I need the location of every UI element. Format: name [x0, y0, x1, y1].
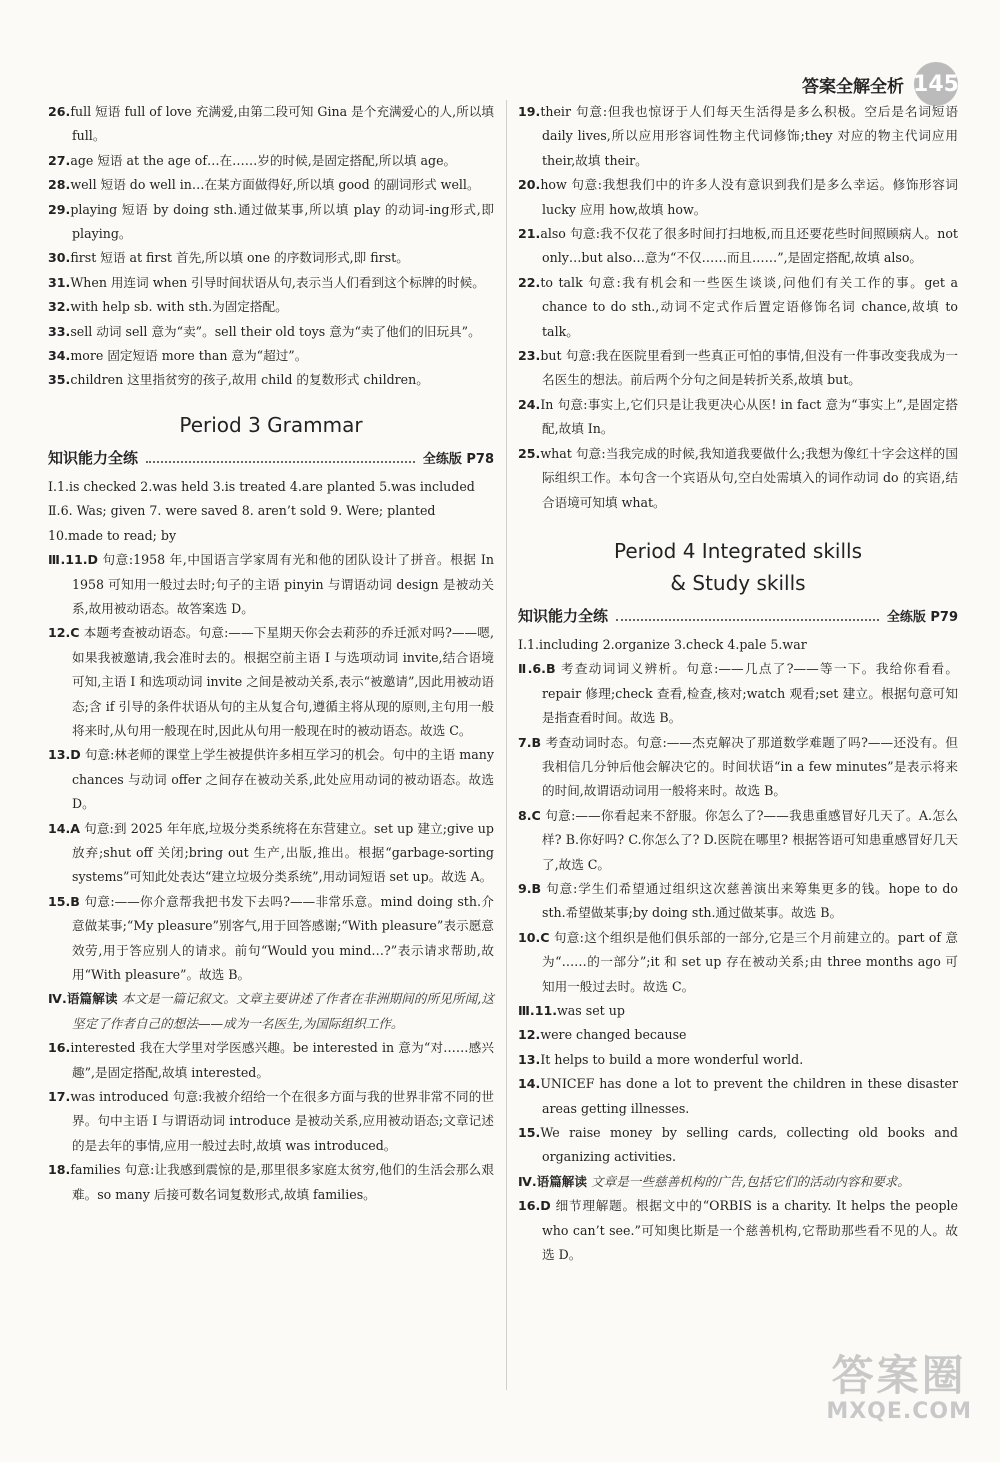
right-column [518, 100, 958, 1267]
answer-item: 35.children 这里指贫穷的孩子,故用 child 的复数形式 children。 [48, 372, 429, 388]
answer-row: Ⅰ.1.is checked 2.was held 3.is treated 4.are planted 5.was included [48, 478, 475, 494]
answer-item: 25.what 句意:当我完成的时候,我知道我要做什么;我想为像红十字会这样的国际组织工作。本句含一个宾语从句,空白处需填入的词作动词 do 的宾语,结合语境可知填 what。 [518, 445, 958, 510]
answer-item: 16.D 细节理解题。根据文中的“ORBIS is a charity. It helps the people who can’t see.”可知奥比斯是一个慈善机构,它帮助那些看不见的人。故选 D。 [518, 1198, 958, 1263]
answer-item: 12.C 本题考查被动语态。句意:——下星期天你会去莉莎的乔迁派对吗?——嗯,如果我被邀请,我会准时去的。根据空前主语 I 与选项动词 invite,结合语境可知,主语 I 和选项动词 invite 之间是被动关系,表示“被邀请”,因此用被动语态;含 if 引导的条件状语从句的主从复合句,遵循主将从现的原则,主句用一般将来时,从句用一般现在时,因此从句用一般现在时的被动语态。故选 C。 [48, 625, 494, 738]
answer-item: 12.were changed because [518, 1027, 687, 1043]
answer-item: 13.It helps to build a more wonderful world. [518, 1051, 804, 1067]
period-4-title [518, 535, 958, 599]
watermark-url: MXQE.COM [826, 1399, 972, 1424]
answer-item: 14.A 句意:到 2025 年年底,垃圾分类系统将在东营建立。set up 建立;give up 放弃;shut off 关闭;bring out 生产,出版,推出。根据“garbage-sorting systems”可知此处表达“建立垃圾分类系统”,用动词短语 set up。故选 A。 [48, 820, 494, 885]
answer-item: 34.more 固定短语 more than 意为“超过”。 [48, 348, 308, 364]
header-title: 答案全解全析 [802, 76, 904, 97]
answer-item: 32.with help sb. with sth.为固定搭配。 [48, 299, 288, 315]
section-header [48, 445, 494, 473]
section-ref: 全练版 P78 [422, 451, 494, 467]
answer-item: 28.well 短语 do well in…在某方面做得好,所以填 good 的副词形式 well。 [48, 177, 480, 193]
answer-item: 9.B 句意:学生们希望通过组织这次慈善演出来筹集更多的钱。hope to do sth.希望做某事;by doing sth.通过做某事。故选 B。 [518, 880, 958, 921]
section-ref: 全练版 P79 [886, 609, 958, 625]
answer-item: 29.playing 短语 by doing sth.通过做某事,所以填 play 的动词-ing形式,即 playing。 [48, 201, 494, 242]
period-4-title-line2: & Study skills [670, 570, 806, 595]
answer-item: 19.their 句意:但我也惊讶于人们每天生活得是多么积极。空后是名词短语 daily lives,所以应用形容词性物主代词修饰;they 对应的物主代词应用 their,故填 their。 [518, 104, 958, 168]
site-watermark [826, 1353, 972, 1424]
answer-item: 27.age 短语 at the age of…在……岁的时候,是固定搭配,所以填 age。 [48, 152, 457, 168]
answer-item: Ⅲ.11.D 句意:1958 年,中国语言学家周有光和他的团队设计了拼音。根据 In 1958 可知用一般过去时;句子的主语 pinyin 与谓语动词 design 是被动关系,故用被动语态。故答案选 D。 [48, 552, 494, 616]
section-label: 知识能力全练 [48, 448, 139, 467]
answer-row: Ⅰ.1.including 2.organize 3.check 4.pale 5.war [518, 636, 807, 652]
column-divider [506, 100, 507, 1390]
answer-item: Ⅱ.6.B 考查动词词义辨析。句意:——几点了?——等一下。我给你看看。repair 修理;check 查看,检查,核对;watch 观看;set 建立。根据句意可知是指查看时间。故选 B。 [518, 661, 958, 726]
answer-row: Ⅱ.6. Was; given 7. were saved 8. aren’t sold 9. Were; planted [48, 503, 436, 519]
answer-item: 20.how 句意:我想我们中的许多人没有意识到我们是多么幸运。修饰形容词 lucky 应用 how,故填 how。 [518, 177, 958, 217]
answer-item: Ⅲ.11.was set up [518, 1003, 625, 1018]
answer-item: 31.When 用连词 when 引导时间状语从句,表示当人们看到这个标牌的时候。 [48, 274, 485, 290]
answer-item: 18.families 句意:让我感到震惊的是,那里很多家庭太贫穷,他们的生活会那么艰难。so many 后接可数名词复数形式,故填 families。 [48, 1162, 494, 1202]
answer-row: 10.made to read; by [48, 527, 177, 543]
answer-item: 21.also 句意:我不仅花了很多时间打扫地板,而且还要花些时间照顾病人。not only…but also…意为“不仅……而且……”,是固定搭配,故填 also。 [518, 226, 958, 266]
watermark-logo-text: 答案圈 [831, 1351, 967, 1400]
leader-dots [146, 451, 415, 463]
period-3-title: Period 3 Grammar [179, 412, 363, 437]
answer-item: 22.to talk 句意:我有机会和一些医生谈谈,问他们有关工作的事。get a chance to do sth.,动词不定式作后置定语修饰名词 chance,故填 to talk。 [518, 274, 958, 339]
leader-dots [616, 609, 879, 621]
left-column [48, 100, 494, 1207]
answer-item: 10.C 句意:这个组织是他们俱乐部的一部分,它是三个月前建立的。part of 意为“……的一部分”;it 和 set up 存在被动关系;由 three months ago 可知用一般过去时。故选 C。 [518, 929, 958, 994]
section-header [518, 603, 958, 631]
answer-item: 17.was introduced 句意:我被介绍给一个在很多方面与我的世界非常不同的世界。句中主语 I 与谓语动词 introduce 是被动关系,应用被动语态;文章记述的是去年的事情,应用一般过去时,故填 was introduced。 [48, 1089, 494, 1153]
period-4-title-line1: Period 4 Integrated skills [614, 538, 862, 563]
answer-item: 7.B 考查动词时态。句意:——杰克解决了那道数学难题了吗?——还没有。但我相信几分钟后他会解决它的。时间状语“in a few minutes”是表示将来的时间,故谓语动词用一般将来时。故选 B。 [518, 734, 958, 799]
answer-item: 14.UNICEF has done a lot to prevent the children in these disaster areas getting illnesses. [518, 1076, 958, 1116]
answer-item: 15.B 句意:——你介意帮我把书发下去吗?——非常乐意。mind doing sth.介意做某事;“My pleasure”别客气,用于回答感谢;“With pleasure”表示愿意效劳,用于答应别人的请求。前句“Would you mind…?”表示请求帮助,故用“With pleasure”。故选 B。 [48, 893, 494, 982]
answer-item: 30.first 短语 at first 首先,所以填 one 的序数词形式,即 first。 [48, 250, 409, 266]
answer-item: 8.C 句意:——你看起来不舒服。你怎么了?——我患重感冒好几天了。A.怎么样? B.你好吗? C.你怎么了? D.医院在哪里? 根据答语可知患重感冒好几天了,故选 C。 [518, 807, 959, 872]
answer-item: 26.full 短语 full of love 充满爱,由第二段可知 Gina 是个充满爱心的人,所以填 full。 [48, 104, 494, 144]
section-label: 知识能力全练 [518, 606, 609, 625]
answer-item: 15.We raise money by selling cards, collecting old books and organizing activities. [518, 1125, 958, 1165]
passage-summary: Ⅳ.语篇解读 本文是一篇记叙文。文章主要讲述了作者在非洲期间的所见所闻,这坚定了作者自己的想法——成为一名医生,为国际组织工作。 [48, 991, 494, 1031]
page-number: 145 [914, 62, 958, 106]
passage-summary: Ⅳ.语篇解读 文章是一些慈善机构的广告,包括它们的活动内容和要求。 [518, 1173, 910, 1189]
answer-item: 23.but 句意:我在医院里看到一些真正可怕的事情,但没有一件事改变我成为一名医生的想法。前后两个分句之间是转折关系,故填 but。 [518, 348, 958, 388]
answer-item: 24.In 句意:事实上,它们只是让我更决心从医! in fact 意为“事实上”,是固定搭配,故填 In。 [518, 396, 958, 437]
answer-item: 13.D 句意:林老师的课堂上学生被提供许多相互学习的机会。句中的主语 many chances 与动词 offer 之间存在被动关系,此处应用动词的被动语态。故选 D。 [48, 747, 494, 812]
answer-item: 33.sell 动词 sell 意为“卖”。sell their old toys 意为“卖了他们的旧玩具”。 [48, 323, 481, 339]
answer-item: 16.interested 我在大学里对学医感兴趣。be interested in 意为“对……感兴趣”,是固定搭配,故填 interested。 [48, 1040, 494, 1080]
